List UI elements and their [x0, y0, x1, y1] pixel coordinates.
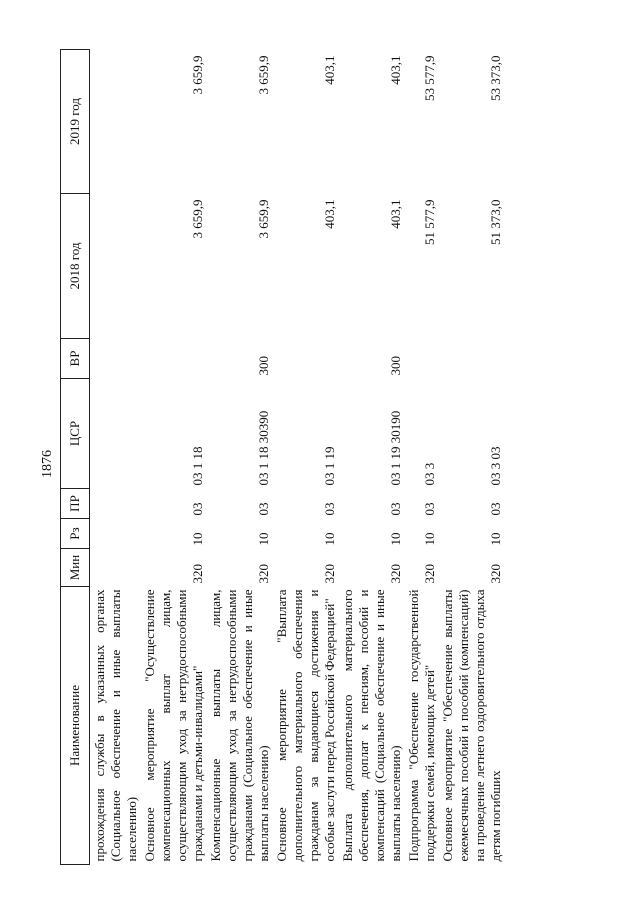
row-min: 320: [388, 564, 403, 584]
row-csr: 03 3 03: [488, 446, 503, 486]
row-rz: 10: [190, 532, 205, 546]
header-csr: ЦСР: [61, 379, 90, 489]
table-row: [340, 50, 406, 865]
row-name: Компенсационные выплаты лицам, осуществляющим уход за нетрудоспособными гражданами (Социальное обеспечение и иные выплаты населению): [208, 589, 271, 862]
row-rz: 10: [488, 532, 503, 546]
header-vr: ВР: [61, 339, 90, 379]
row-rz: 10: [388, 532, 403, 546]
page-number: 1876: [40, 450, 55, 478]
row-2018: 3 659,9: [256, 199, 271, 239]
header-2018: 2018 год: [61, 194, 90, 339]
row-2018: 51 577,9: [422, 199, 437, 245]
row-pr: [90, 489, 143, 519]
row-pr: 03: [256, 502, 271, 516]
row-name: Основное мероприятие "Осуществление компенсационных выплат лицам, осуществляющим уход за нетрудоспособными гражданами и детьми-инвалидами": [142, 589, 205, 862]
row-min: 320: [322, 564, 337, 584]
row-2019: 403,1: [388, 55, 403, 85]
row-csr: 03 1 19 30190: [388, 410, 403, 486]
row-min: [90, 549, 143, 587]
row-vr: [142, 339, 208, 379]
row-rz: 10: [256, 532, 271, 546]
table-header: [61, 50, 90, 865]
row-2018: 403,1: [388, 199, 403, 229]
row-vr: [440, 339, 506, 379]
row-name: Основное мероприятие "Обеспечение выплаты ежемесячных пособий и пособий (компенсаций) на проведение летнего оздоровительного отдыха детям погибших: [440, 589, 503, 862]
row-pr: 03: [190, 502, 205, 516]
row-rz: 10: [322, 532, 337, 546]
header-min: Мин: [61, 549, 90, 587]
row-2019: 53 373,0: [488, 55, 503, 101]
row-csr: [90, 379, 143, 489]
row-min: 320: [256, 564, 271, 584]
row-name: прохождения службы в указанных органах (Социальное обеспечение и иные выплаты населению): [92, 589, 139, 862]
row-2019: [90, 50, 143, 194]
row-name: Подпрограмма "Обеспечение государственной поддержки семей, имеющих детей": [406, 589, 437, 862]
row-vr: 300: [256, 356, 271, 376]
row-2019: 53 577,9: [422, 55, 437, 101]
row-csr: 03 1 18: [190, 446, 205, 486]
row-name: Выплата дополнительного материального обеспечения, доплат к пенсиям, пособий и компенсаций (Социальное обеспечение и иные выплаты населению): [340, 589, 403, 862]
row-vr: 300: [388, 356, 403, 376]
table-row: [274, 50, 340, 865]
header-name: Наименование: [61, 587, 90, 865]
row-min: 320: [422, 564, 437, 584]
row-pr: 03: [488, 502, 503, 516]
row-csr: 03 3: [422, 462, 437, 486]
row-2018: 403,1: [322, 199, 337, 229]
row-2018: 51 373,0: [488, 199, 503, 245]
row-vr: [90, 339, 143, 379]
table-row: [142, 50, 208, 865]
row-2018: [90, 194, 143, 339]
table-row: [208, 50, 274, 865]
table-body: [90, 50, 507, 865]
row-pr: 03: [322, 502, 337, 516]
row-2018: 3 659,9: [190, 199, 205, 239]
row-2019: 3 659,9: [190, 55, 205, 95]
table-row: [440, 50, 506, 865]
row-2019: 3 659,9: [256, 55, 271, 95]
table-row: [406, 50, 440, 865]
row-name: Основное мероприятие "Выплата дополнительного материального обеспечения гражданам за выдающиеся достижения и особые заслуги перед Российской Федерацией": [274, 589, 337, 862]
row-rz: [90, 519, 143, 549]
header-pr: ПР: [61, 489, 90, 519]
row-csr: 03 1 18 30390: [256, 410, 271, 486]
row-vr: [274, 339, 340, 379]
header-rz: Рз: [61, 519, 90, 549]
row-csr: 03 1 19: [322, 446, 337, 486]
table-row: [90, 50, 143, 865]
rotated-table-container: [60, 50, 600, 865]
header-2019: 2019 год: [61, 50, 90, 194]
row-pr: 03: [422, 502, 437, 516]
row-min: 320: [488, 564, 503, 584]
row-rz: 10: [422, 532, 437, 546]
row-pr: 03: [388, 502, 403, 516]
row-2019: 403,1: [322, 55, 337, 85]
budget-table: [60, 49, 506, 865]
row-min: 320: [190, 564, 205, 584]
row-vr: [406, 339, 440, 379]
